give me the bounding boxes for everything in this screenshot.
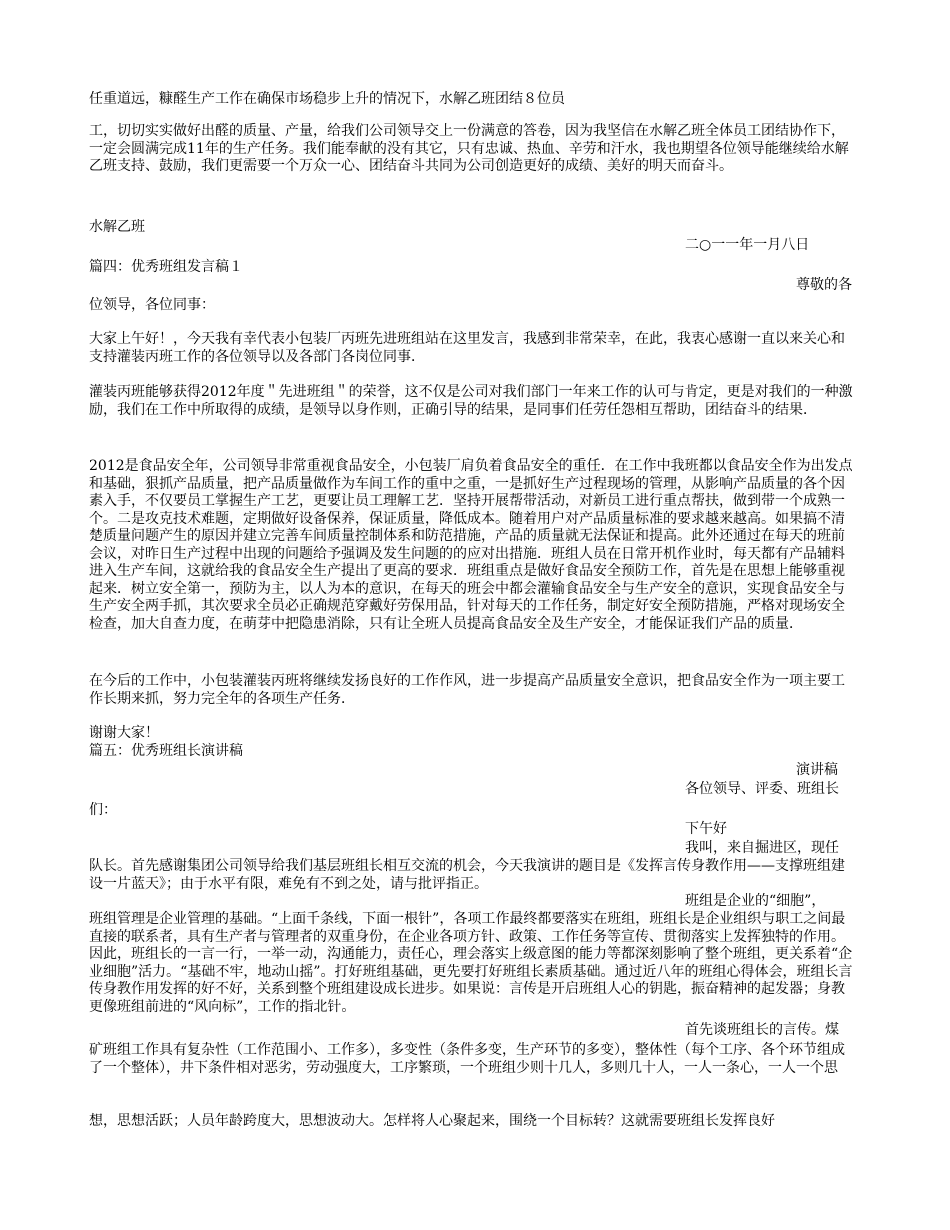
paragraph-food-safety: 2012是食品安全年，公司领导非常重视食品安全，小包装厂肩负着食品安全的重任．在工作中我班都以食品安全作为出发点和基础，狠抓产品质量，把产品质量做作为车间工作的重中之重，一是抓好生产过程现场的管理，从影响产品质量的各个因素入手，不仅要员工掌握生产工艺，更要让员工理解工艺．坚持开展帮带活动，对新员工进行重点帮扶，做到带一个成熟一个。二是攻克技术难题，定期做好设备保养，保证质量，降低成本。随着用户对产品质量标准的要求越来越高。如果搞不清楚质量问题产生的原因并建立完善车间质量控制体系和防范措施，产品的质量就无法保证和提高。此外还通过在每天的班前会议，对昨日生产过程中出现的问题给予强调及发生问题的的应对出措施．班组人员在日常开机作业时，每天都有产品辅料进入生产车间，这就给我的食品安全生产提出了更高的要求．班组重点是做好食品安全预防工作，首先是在思想上能够重视起来．树立安全第一，预防为主，以人为本的意识，在每天的班会中都会灌输食品安全与生产安全的意识，实现食品安全与生产安全两手抓，其次要求全员必正确规范穿戴好劳保用品，针对每天的工作任务，制定好安全预防措施，严格对现场安全检查，加大自查力度，在萌芽中把隐患消除，只有让全班人员提高食品安全及生产安全，才能保证我们产品的质量． <box>89 458 853 632</box>
speech-salutation-part1: 各位领导、评委、班组长 <box>685 781 839 797</box>
paragraph-future-work: 在今后的工作中，小包装灌装丙班将继续发扬良好的工作作风，进一步提高产品质量安全意识，把食品安全作为一项主要工作长期来抓，努力完全年的各项生产任务． <box>89 673 845 707</box>
paragraph-mining-team: 矿班组工作具有复杂性（工作范围小、工作多），多变性（条件多变，生产环节的多变），整体性（每个工序、各个环节组成了一个整体），井下条件相对恶劣，劳动强度大，工序繁琐，一个班组少则十几人，多则几十人，一人一条心，一人一个思 <box>89 1042 845 1076</box>
paragraph-team-cell-start: 班组是企业的“细胞”， <box>685 893 826 909</box>
paragraph-words-start: 首先谈班组长的言传。煤 <box>685 1022 839 1038</box>
section-heading-part4: 篇四：优秀班组发言稿１ <box>89 259 243 275</box>
salutation-part2: 位领导，各位同事： <box>89 297 215 313</box>
paragraph-team-management: 班组管理是企业管理的基础。“上面千条线，下面一根针”，各项工作最终都要落实在班组，班组长是企业组织与职工之间最直接的联系者，具有生产者与管理者的双重身份，在企业各项方针、政策、工作任务等宣传、贯彻落实上发挥独特的作用。因此，班组长的一言一行，一举一动，沟通能力，责任心，理会落实上级意图的能力等都深刻影响了整个班组，更关系着“企业细胞”活力。“基础不牢，地动山摇”。打好班组基础，更先要打好班组长素质基础。通过近八年的班组心得体会，班组长言传身教作用发挥的好不好，关系到整个班组建设成长进步。如果说：言传是开启班组人心的钥匙，振奋精神的起发器；身教更像班组前进的“风向标”，工作的指北针。 <box>89 911 853 1015</box>
paragraph-greeting: 大家上午好！，今天我有幸代表小包装厂丙班先进班组站在这里发言，我感到非常荣幸，在此，我衷心感谢一直以来关心和支持灌装丙班工作的各位领导以及各部门各岗位同事． <box>89 331 845 365</box>
paragraph-self-intro-start: 我叫，来自掘进区，现任 <box>685 840 839 856</box>
paragraph-intro-line: 任重道远，糠醛生产工作在确保市场稳步上升的情况下，水解乙班团结８位员 <box>89 91 565 107</box>
paragraph-self-intro: 队长。首先感谢集团公司领导给我们基层班组长相互交流的机会，今天我演讲的题目是《发挥言传身教作用——支撑班组建设一片蓝天》；由于水平有限，难免有不到之处，请与批评指正。 <box>89 858 845 892</box>
speech-salutation-part2: 们： <box>89 802 117 818</box>
speech-greeting: 下午好 <box>685 821 727 837</box>
speech-title: 演讲稿 <box>796 762 838 778</box>
signature-team-name: 水解乙班 <box>89 219 145 235</box>
paragraph-honor: 灌装丙班能够获得2012年度＂先进班组＂的荣誉，这不仅是公司对我们部门一年来工作的认可与肯定，更是对我们的一种激励，我们在工作中所取得的成绩，是领导以身作则，正确引导的结果，是同事们任劳任怨相互帮助，团结奋斗的结果． <box>89 384 853 418</box>
salutation-part1: 尊敬的各 <box>796 277 852 293</box>
paragraph-thoughts: 想，思想活跃；人员年龄跨度大，思想波动大。怎样将人心聚起来，围绕一个目标转？这就需要班组长发挥良好 <box>89 1113 775 1129</box>
signature-date: 二○一一年一月八日 <box>685 237 810 253</box>
paragraph-thanks: 谢谢大家！ <box>89 725 159 741</box>
section-heading-part5: 篇五：优秀班组长演讲稿 <box>89 743 243 759</box>
paragraph-shuijie-closing: 工，切切实实做好出醛的质量、产量，给我们公司领导交上一份满意的答卷，因为我坚信在水解乙班全体员工团结协作下，一定会圆满完成11年的生产任务。我们能奉献的没有其它，只有忠诚、热血、辛劳和汗水，我也期望各位领导能继续给水解乙班支持、鼓励，我们更需要一个万众一心、团结奋斗共同为公司创造更好的成绩、美好的明天而奋斗。 <box>89 123 849 174</box>
